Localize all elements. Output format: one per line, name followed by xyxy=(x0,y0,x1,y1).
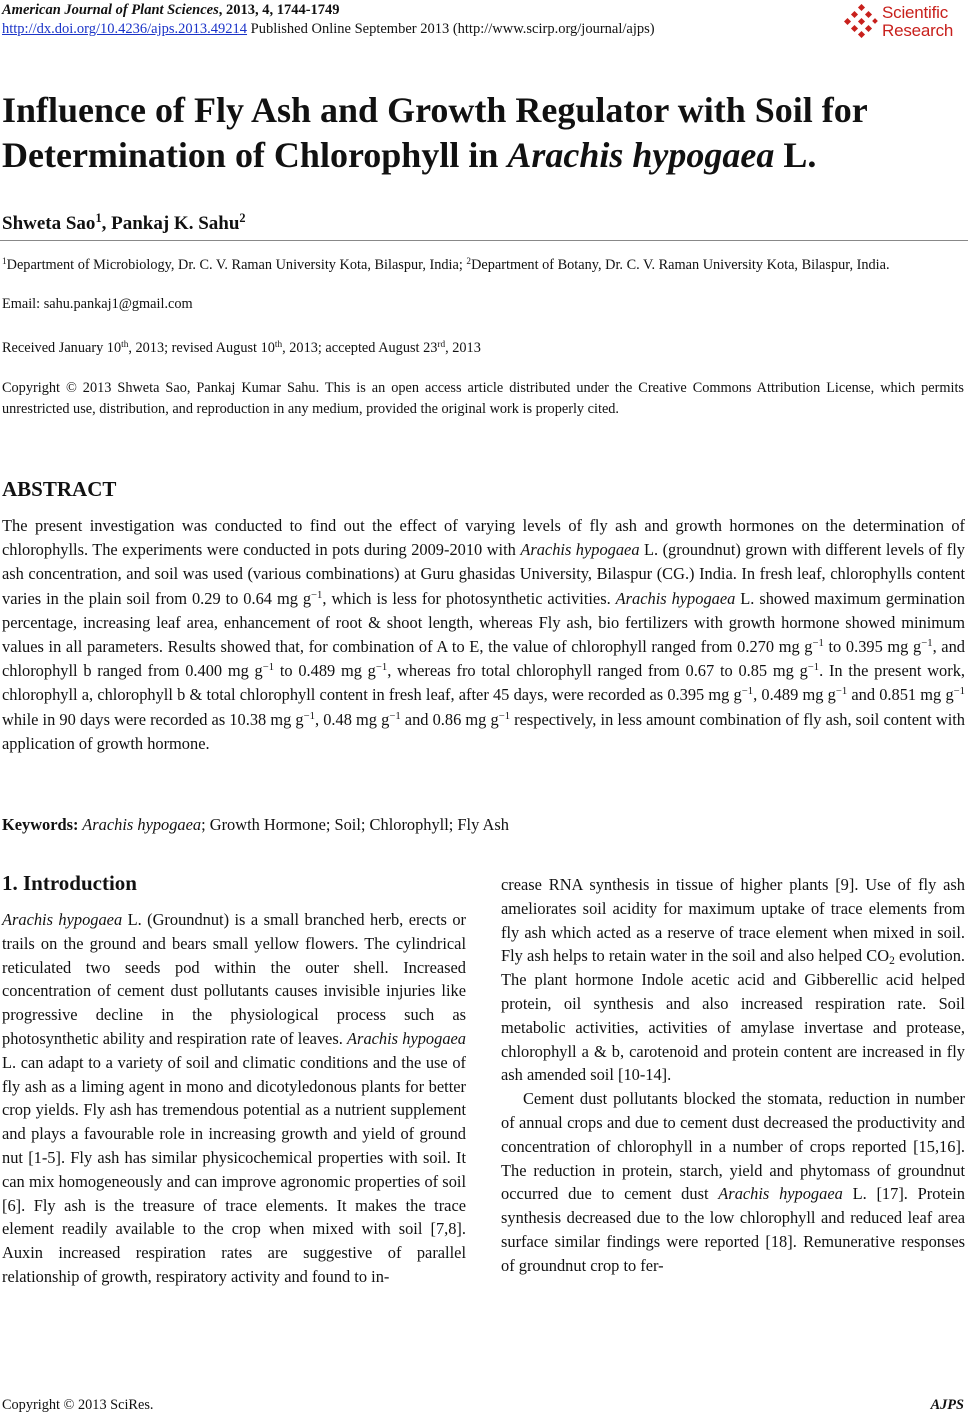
section-heading-introduction: 1. Introduction xyxy=(2,871,137,895)
corresponding-email: Email: sahu.pankaj1@gmail.com xyxy=(2,296,193,312)
abstract-heading: ABSTRACT xyxy=(2,477,117,501)
author-name: Shweta Sao xyxy=(2,213,96,234)
logo-word-research: Research xyxy=(882,21,954,40)
received-dates: Received January 10th, 2013; revised August 10th, 2013; accepted August 23rd, 2013 xyxy=(2,339,481,356)
article-title: Influence of Fly Ash and Growth Regulator with Soil for Determination of Chlorophyll in Arachis hypogaea L. xyxy=(2,90,868,175)
logo-word-scientific: Scientific xyxy=(882,3,949,22)
journal-volume-pages: , 2013, 4, 1744-1749 xyxy=(218,2,340,18)
paragraph: Arachis hypogaea L. (Groundnut) is a small branched herb, erects or trails on the ground and bears small yellow flowers. The cylindrical reticulated two seeds pod within the outer shell. Increased concentration of cement dust pollutants causes invisible injuries like progressive decline in the physiological process such as photosynthetic ability and respiration rate of leaves. Arachis hypogaea L. can adapt to a variety of soil and climatic conditions and the use of fly ash as a liming agent in mono and dicotyledonous plants for better crop yields. Fly ash has tremendous potential as a nutrient supplement and plays a favourable role in increasing growth and yield of ground nut [1-5]. Fly ash has similar physicochemical properties with soil. It can mix homogeneously and can improve agronomic properties of soil [6]. Fly ash is the treasure of trace elements. It makes the trace element readily available to the crop when mixed with soil [7,8]. Auxin increased respiration rates are suggestive of parallel relationship of growth, respiratory activity and found to in- xyxy=(2,910,466,1286)
abstract-body: The present investigation was conducted to find out the effect of varying levels of fly ash and growth hormones on the determination of chlorophylls. The experiments were conducted in pots during 2009-2010 with Arachis hypogaea L. (groundnut) grown with different levels of fly ash concentration, and soil was used (various combinations) at Guru ghasidas University, Bilaspur (CG.) India. In fresh leaf, chlorophylls content varies in the plain soil from 0.29 to 0.64 mg $g^{-1}$, which is less for photosynthetic activities. Arachis hypogaea L. showed maximum germination percentage, increasing leaf area, enhancement of root & shoot length, whereas Fly ash, bio fertilizers with growth hormone showed minimum values in all parameters. Results showed that, for combination of A to E, the value of chlorophyll ranged from 0.270 mg $g^{-1}$ to 0.395 mg $g^{-1}$, and chlorophyll b ranged from 0.400 mg $g^{-1}$ to 0.489 mg $g^{-1}$, whereas fro total chlorophyll ranged from 0.67 to 0.85 mg $g^{-1}$. In the present work, chlorophyll a, chlorophyll b & total chlorophyll content in fresh leaf, after 45 days, were recorded as 0.395 mg $g^{-1}$, 0.489 mg $g^{-1}$ and 0.851 mg $g^{-1}$ while in 90 days were recorded as 10.38 mg $g^{-1}$, 0.48 mg $g^{-1}$ and 0.86 mg $g^{-1}$ respectively, in less amount combination of fly ash, soil content with application of growth hormone. xyxy=(2,516,966,753)
scientific-research-logo xyxy=(844,2,964,42)
header-divider xyxy=(0,240,968,241)
affiliations: $^1$Department of Microbiology, Dr. C. V. Raman University Kota, Bilaspur, India; $^2$Department of Botany, Dr. C. V. Raman University Kota, Bilaspur, India. xyxy=(2,256,890,273)
species-name: Arachis hypogaea xyxy=(507,135,775,175)
footer-copyright: Copyright © 2013 SciRes. xyxy=(2,1397,154,1413)
published-online-text: Published Online September 2013 (http://www.scirp.org/journal/ajps) xyxy=(247,21,655,37)
scirp-diamond-logo-icon xyxy=(844,4,878,38)
paragraph: crease RNA synthesis in tissue of higher plants [9]. Use of fly ash ameliorates soil acidity for maximum uptake of trace elements from fly ash which acted as a reserve of trace element when mixed in soil. Fly ash helps to retain water in the soil and also helped $CO_2$ evolution. The plant hormone Indole acetic acid and Gibberellic acid helped protein, oil synthesis and also increased respiration rate. Soil metabolic activities, activities of amylase invertase and protease, chlorophyll a & b, carotenoid and protein content are increased in fly ash amended soil [10-14]. xyxy=(501,875,965,1085)
body-column-left xyxy=(2,908,466,1289)
license-statement: Copyright © 2013 Shweta Sao, Pankaj Kumar Sahu. This is an open access article distributed under the Creative Commons Attribution License, which permits unrestricted use, distribution, and reproduction in any medium, provided the original work is properly cited. xyxy=(2,380,964,417)
doi-line xyxy=(2,21,655,38)
doi-link[interactable]: http://dx.doi.org/10.4236/ajps.2013.49214 xyxy=(2,21,248,37)
body-column-right xyxy=(501,873,965,1278)
journal-citation xyxy=(2,2,340,19)
footer-journal-abbr: AJPS xyxy=(930,1397,964,1413)
author-list: Shweta Sao$^1$, Pankaj K. Sahu$^2$ xyxy=(2,211,246,234)
author-name: Pankaj K. Sahu xyxy=(111,213,240,234)
keywords: Keywords: Arachis hypogaea; Growth Hormone; Soil; Chlorophyll; Fly Ash xyxy=(2,815,509,834)
keywords-label: Keywords: xyxy=(2,815,79,834)
journal-name: American Journal of Plant Sciences xyxy=(2,2,219,18)
paragraph: Cement dust pollutants blocked the stomata, reduction in number of annual crops and due to cement dust decreased the productivity and concentration of chlorophyll in a number of crops reported [15,16]. The reduction in protein, starch, yield and phytomass of groundnut occurred due to cement dust Arachis hypogaea L. [17]. Protein synthesis decreased due to the low chlorophyll and reduced leaf area surface similar findings were reported [18]. Remunerative responses of groundnut crop to fer- xyxy=(501,1089,965,1275)
